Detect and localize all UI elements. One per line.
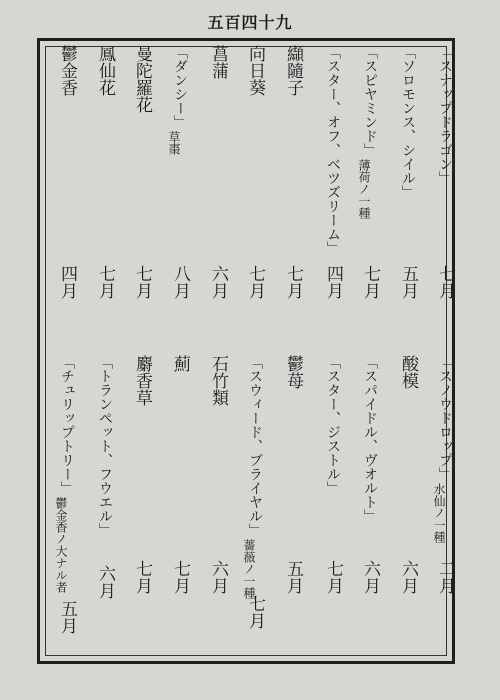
lower-month-7: 七月 [170, 560, 190, 594]
upper-name-7: 「ダンシー」 [172, 45, 188, 129]
upper-name-6: 菖蒲 [208, 45, 228, 79]
lower-month-5: 七月 [245, 595, 265, 629]
upper-name-9: 鳳仙花 [95, 45, 115, 96]
lower-note-5: 薔薇ノ一種 [242, 539, 256, 599]
upper-month-1: 五月 [398, 265, 418, 299]
upper-month-10: 四月 [57, 265, 77, 299]
lower-name-3: 「スター、ジストル」 [325, 355, 341, 495]
page-number: 五百四十九 [207, 13, 293, 32]
upper-month-2: 七月 [360, 265, 380, 299]
lower-name-10: 「チュリップトリー」 [59, 355, 75, 495]
upper-name-4: 纈隨子 [283, 45, 303, 96]
upper-month-6: 六月 [208, 265, 228, 299]
upper-name-10: 鬱金香 [57, 45, 77, 96]
lower-month-8: 七月 [132, 560, 152, 594]
upper-month-3: 四月 [323, 265, 343, 299]
lower-name-7: 薊 [170, 355, 190, 372]
upper-note-2: 薄荷ノ一種 [357, 159, 371, 219]
upper-name-0: 「スナップドラゴン」 [437, 45, 453, 185]
lower-name-9: 「トランペット、フウエル」 [97, 355, 113, 537]
upper-month-7: 八月 [170, 265, 190, 299]
lower-name-6: 石竹類 [208, 355, 228, 406]
upper-month-8: 七月 [132, 265, 152, 299]
upper-name-1: 「ソロモンス、シイル」 [400, 45, 416, 199]
upper-name-8: 曼陀羅花 [132, 45, 152, 113]
lower-name-1: 酸模 [398, 355, 418, 389]
lower-month-0: 二月 [435, 560, 455, 594]
upper-note-7: 草棗 [167, 131, 181, 155]
upper-month-0: 七月 [435, 265, 455, 299]
lower-name-0: 「スノウドロップ」 [437, 355, 453, 481]
upper-month-4: 七月 [283, 265, 303, 299]
lower-name-8: 麝香草 [132, 355, 152, 406]
upper-month-9: 七月 [95, 265, 115, 299]
upper-name-3: 「スター、オフ、ベツズリーム」 [325, 45, 341, 255]
lower-note-10: 鬱金香ノ大ナル者 [54, 497, 68, 593]
upper-name-2: 「スピヤミンド」 [362, 45, 378, 157]
upper-name-5: 向日葵 [245, 45, 265, 96]
lower-month-10: 五月 [57, 600, 77, 634]
lower-name-2: 「スパイドル、ヴオルト」 [362, 355, 378, 523]
lower-month-3: 七月 [323, 560, 343, 594]
lower-month-2: 六月 [360, 560, 380, 594]
lower-name-4: 鬱苺 [283, 355, 303, 389]
lower-month-6: 六月 [208, 560, 228, 594]
lower-month-9: 六月 [95, 565, 115, 599]
upper-month-5: 七月 [245, 265, 265, 299]
lower-month-4: 五月 [283, 560, 303, 594]
lower-note-0: 水仙ノ一種 [432, 483, 446, 543]
lower-month-1: 六月 [398, 560, 418, 594]
lower-name-5: 「スウィード、ブライヤル」 [247, 355, 263, 537]
